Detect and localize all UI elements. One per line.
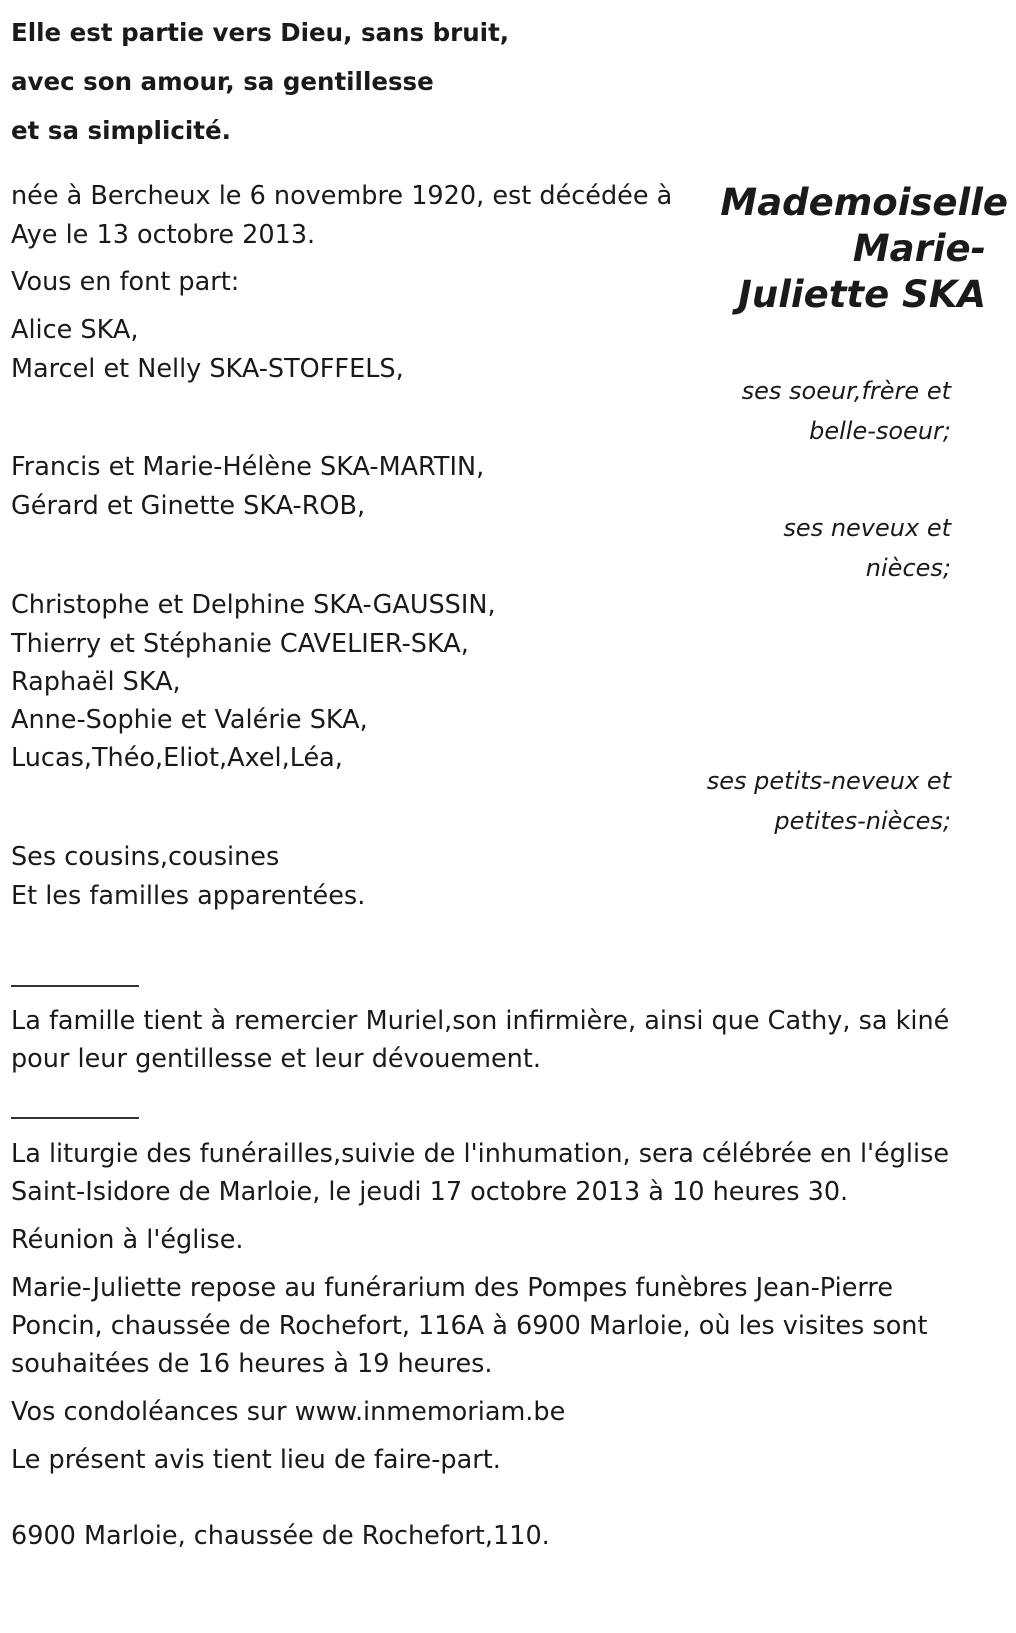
repose-line: souhaitées de 16 heures à 19 heures. [11, 1349, 493, 1379]
cousins-line: Et les familles apparentées. [11, 881, 366, 911]
deceased-title: Mademoiselle [720, 181, 1008, 224]
relation-line: belle-soeur; [809, 417, 951, 445]
relation-line: ses petits-neveux et [706, 767, 951, 795]
repose-line: Marie-Juliette repose au funérarium des Pompes funèbres Jean-Pierre [11, 1273, 894, 1303]
relation-label [701, 371, 951, 451]
reunion-text: Réunion à l'église. [11, 1225, 244, 1255]
family-name: Francis et Marie-Hélène SKA-MARTIN, [11, 452, 485, 482]
family-name: Anne-Sophie et Valérie SKA, [11, 705, 368, 735]
condolences-text: Vos condoléances sur www.inmemoriam.be [11, 1397, 566, 1427]
intro-line: et sa simplicité. [11, 116, 231, 145]
relation-line: ses soeur,frère et [741, 377, 951, 405]
announce-text: Vous en font part: [11, 267, 240, 297]
funeral-line: La liturgie des funérailles,suivie de l'inhumation, sera célébrée en l'église [11, 1139, 950, 1169]
intro-line: Elle est partie vers Dieu, sans bruit, [11, 18, 510, 47]
separator-line [11, 1117, 139, 1119]
family-name: Lucas,Théo,Eliot,Axel,Léa, [11, 743, 343, 773]
relation-label [651, 761, 951, 841]
separator-line [11, 985, 139, 987]
relation-label [701, 508, 951, 588]
birth-death-line: née à Bercheux le 6 novembre 1920, est décédée à [11, 181, 673, 211]
family-name: Marcel et Nelly SKA-STOFFELS, [11, 354, 404, 384]
deceased-name-line: Juliette SKA [738, 273, 986, 316]
birth-death-line: Aye le 13 octobre 2013. [11, 220, 316, 250]
address-text: 6900 Marloie, chaussée de Rochefort,110. [11, 1521, 550, 1551]
deceased-name-line: Marie- [852, 227, 986, 270]
family-name: Christophe et Delphine SKA-GAUSSIN, [11, 590, 496, 620]
family-name: Thierry et Stéphanie CAVELIER-SKA, [11, 629, 469, 659]
relation-line: petites-nièces; [774, 807, 951, 835]
cousins-line: Ses cousins,cousines [11, 842, 280, 872]
thanks-line: La famille tient à remercier Muriel,son infirmière, ainsi que Cathy, sa kiné [11, 1006, 950, 1036]
intro-text [11, 8, 509, 155]
repose-line: Poncin, chaussée de Rochefort, 116A à 6900 Marloie, où les visites sont [11, 1311, 928, 1341]
family-name: Alice SKA, [11, 315, 139, 345]
intro-line: avec son amour, sa gentillesse [11, 67, 434, 96]
family-name: Raphaël SKA, [11, 667, 181, 697]
thanks-line: pour leur gentillesse et leur dévouement. [11, 1044, 541, 1074]
relation-line: ses neveux et [783, 514, 951, 542]
funeral-line: Saint-Isidore de Marloie, le jeudi 17 octobre 2013 à 10 heures 30. [11, 1177, 849, 1207]
relation-line: nièces; [865, 554, 951, 582]
deceased-name [708, 180, 1008, 318]
family-name: Gérard et Ginette SKA-ROB, [11, 491, 366, 521]
notice-text: Le présent avis tient lieu de faire-part. [11, 1445, 501, 1475]
